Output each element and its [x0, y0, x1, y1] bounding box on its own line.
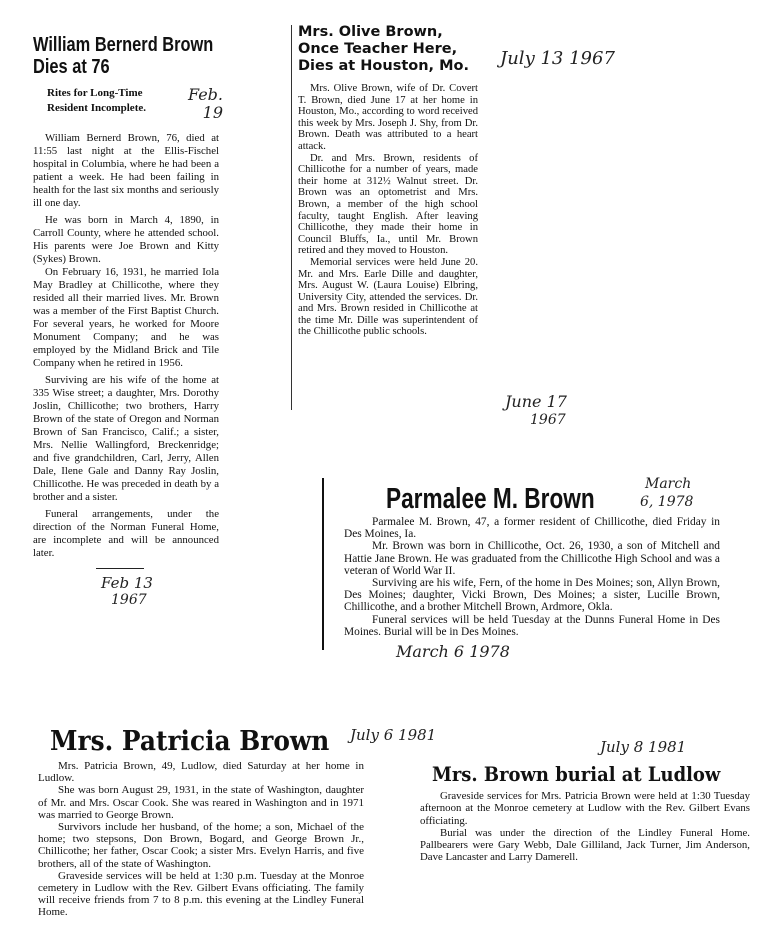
paragraph: Burial was under the direction of the Lindley Funeral Home. Pallbearers were Gary Webb, Dale Gilliland, Jack Turner, Jim Anderson, Dave Lancaster and Larry Damerell.: [420, 826, 750, 864]
headline: [298, 24, 478, 75]
subheadline: [47, 86, 223, 122]
headline-line-1: Mrs. Olive Brown,: [298, 24, 443, 40]
handwritten-date: June 17: [505, 392, 567, 411]
paragraph: Funeral arrangements, under the direction of the Norman Funeral Home, are incomplete and will be announced later.: [33, 508, 219, 559]
headline-line-2: Once Teacher Here,: [298, 41, 458, 57]
handwritten-date: March 6 1978: [396, 642, 510, 662]
paragraph: Parmalee M. Brown, 47, a former resident of Chillicothe, died Friday in Des Moines, Ia.: [344, 516, 720, 541]
handwritten-date: July 13 1967: [500, 48, 615, 69]
clipping-edge: [322, 478, 324, 650]
paragraph: On February 16, 1931, he married Iola May Bradley at Chillicothe, where they resided all their married lives. Mr. Brown was a member of the First Baptist Church. For several years, he worked for Moore Monument Company; and he was employed by the Midland Brick and Tile Company when he retired in 1956.: [33, 266, 219, 369]
paragraph: Surviving are his wife, Fern, of the home in Des Moines; son, Allyn Brown, Des Moines; daughter, Vicki Brown, Des Moines; a sister, Lucille Brown, Chillicothe, and a brother Mitchell Brown, Ardmore, Okla.: [344, 577, 720, 614]
headline-line-2: Dies at 76: [33, 56, 110, 78]
paragraph: Dr. and Mrs. Brown, residents of Chillicothe for a number of years, made their home at 312½ Walnut street. Dr. Brown was an optometrist and Mrs. Brown, a member of the high school faculty, taught English. After leaving Chillicothe, they made their home in Council Bluffs, Ia., until Mr. Brown retired and they moved to Houston.: [298, 152, 478, 257]
paragraph: Mr. Brown was born in Chillicothe, Oct. 26, 1930, a son of Mitchell and Hattie Jane Brown. He was graduated from the Chillicothe High School and was a veteran of World War II.: [344, 540, 720, 577]
handwritten-date: 1967: [111, 592, 147, 608]
article-body: [420, 790, 750, 864]
clipping-brown-burial: [420, 760, 750, 864]
paragraph: Mrs. Patricia Brown, 49, Ludlow, died Saturday at her home in Ludlow.: [38, 760, 364, 785]
handwritten-date: March: [645, 476, 692, 492]
handwritten-date: 19: [202, 103, 223, 122]
headline-line-3: Dies at Houston, Mo.: [298, 58, 470, 74]
handwritten-date: Feb 13: [101, 574, 153, 592]
paragraph: Graveside services for Mrs. Patricia Brown were held at 1:30 Tuesday afternoon at the Monroe cemetery at Ludlow with the Rev. Gilbert Evans officiating.: [420, 790, 750, 827]
paragraph: Graveside services will be held at 1:30 p.m. Tuesday at the Monroe cemetery in Ludlow with the Rev. Gilbert Evans officiating. The family will receive friends from 7 to 8 p.m. this evening at the Lindley Funeral Home.: [38, 869, 364, 919]
paragraph: Mrs. Olive Brown, wife of Dr. Covert T. Brown, died June 17 at her home in Houston, Mo., according to word received this week by Mrs. Joseph J. Shy, from Dr. Brown. Death was attributed to a heart attack.: [298, 83, 478, 152]
headline: Mrs. Brown burial at Ludlow: [432, 763, 721, 786]
handwritten-date: July 8 1981: [600, 738, 687, 756]
subhead-line-1: Rites for Long-Time: [47, 87, 143, 99]
paragraph: William Bernerd Brown, 76, died at 11:55 last night at the Ellis-Fischel hospital in Columbia, where he had been a patient a week. He had been failing in health for the last six months and seriously ill one day.: [33, 132, 219, 209]
handwritten-date: 6, 1978: [640, 494, 694, 510]
headline: Parmalee M. Brown: [386, 483, 595, 515]
clipping-william-brown: [33, 34, 223, 609]
paragraph: Surviving are his wife of the home at 335 Wise street; a daughter, Mrs. Dorothy Joslin, Chillicothe; two brothers, Harry Brown of the state of Oregon and Norman Brown of San Francisco, Calif.; a sister, Mrs. Nellie Wallingford, Breckenridge; and five grandchildren, Carl, Jerry, Allen Dale, Ilene Gale and Danny Ray Joslin, Chillicothe. He was preceded in death by a brother and a sister.: [33, 374, 219, 503]
article-body: [344, 516, 720, 638]
divider-rule: [96, 568, 144, 569]
clipping-patricia-brown: [38, 724, 364, 919]
clipping-edge: [291, 25, 292, 410]
headline-line-1: William Bernerd Brown: [33, 34, 214, 56]
handwritten-date: Feb.: [187, 86, 223, 104]
paragraph: He was born in March 4, 1890, in Carroll County, where he attended school. His parents were Joe Brown and Kitty (Sykes) Brown.: [33, 214, 219, 265]
headline: Mrs. Patricia Brown: [50, 726, 330, 757]
handwritten-date: July 6 1981: [350, 726, 437, 744]
paragraph: Memorial services were held June 20. Mr. and Mrs. Earle Dille and daughter, Mrs. August W. (Laura Louise) Elbring, University City, attended the services. Dr. and Mrs. Brown resided in Chillicothe at the time Mr. Dille was superintendent of the Chillicothe public schools.: [298, 256, 478, 338]
article-body: [33, 132, 219, 560]
clipping-olive-brown: [298, 24, 478, 338]
handwritten-date-group: [101, 575, 223, 609]
handwritten-date: 1967: [530, 412, 566, 428]
paragraph: Survivors include her husband, of the home; a son, Michael of the home; two stepsons, Don Brown, Bogard, and George Brown Jr., Chillicothe; her father, Oscar Cook; a sister Mrs. Evelyn Harris, and five brothers, all of the state of Washington.: [38, 821, 364, 870]
subhead-line-2: Resident Incomplete.: [47, 102, 146, 114]
paragraph: She was born August 29, 1931, in the state of Washington, daughter of Mr. and Mrs. Oscar Cook. She was reared in Washington and in 1971 was married to George Brown.: [38, 784, 364, 821]
handwritten-date-group: [188, 86, 223, 122]
paragraph: Funeral services will be held Tuesday at the Dunns Funeral Home in Des Moines. Burial will be in Des Moines.: [344, 613, 720, 638]
article-body: [38, 760, 364, 919]
article-body: [298, 83, 478, 338]
